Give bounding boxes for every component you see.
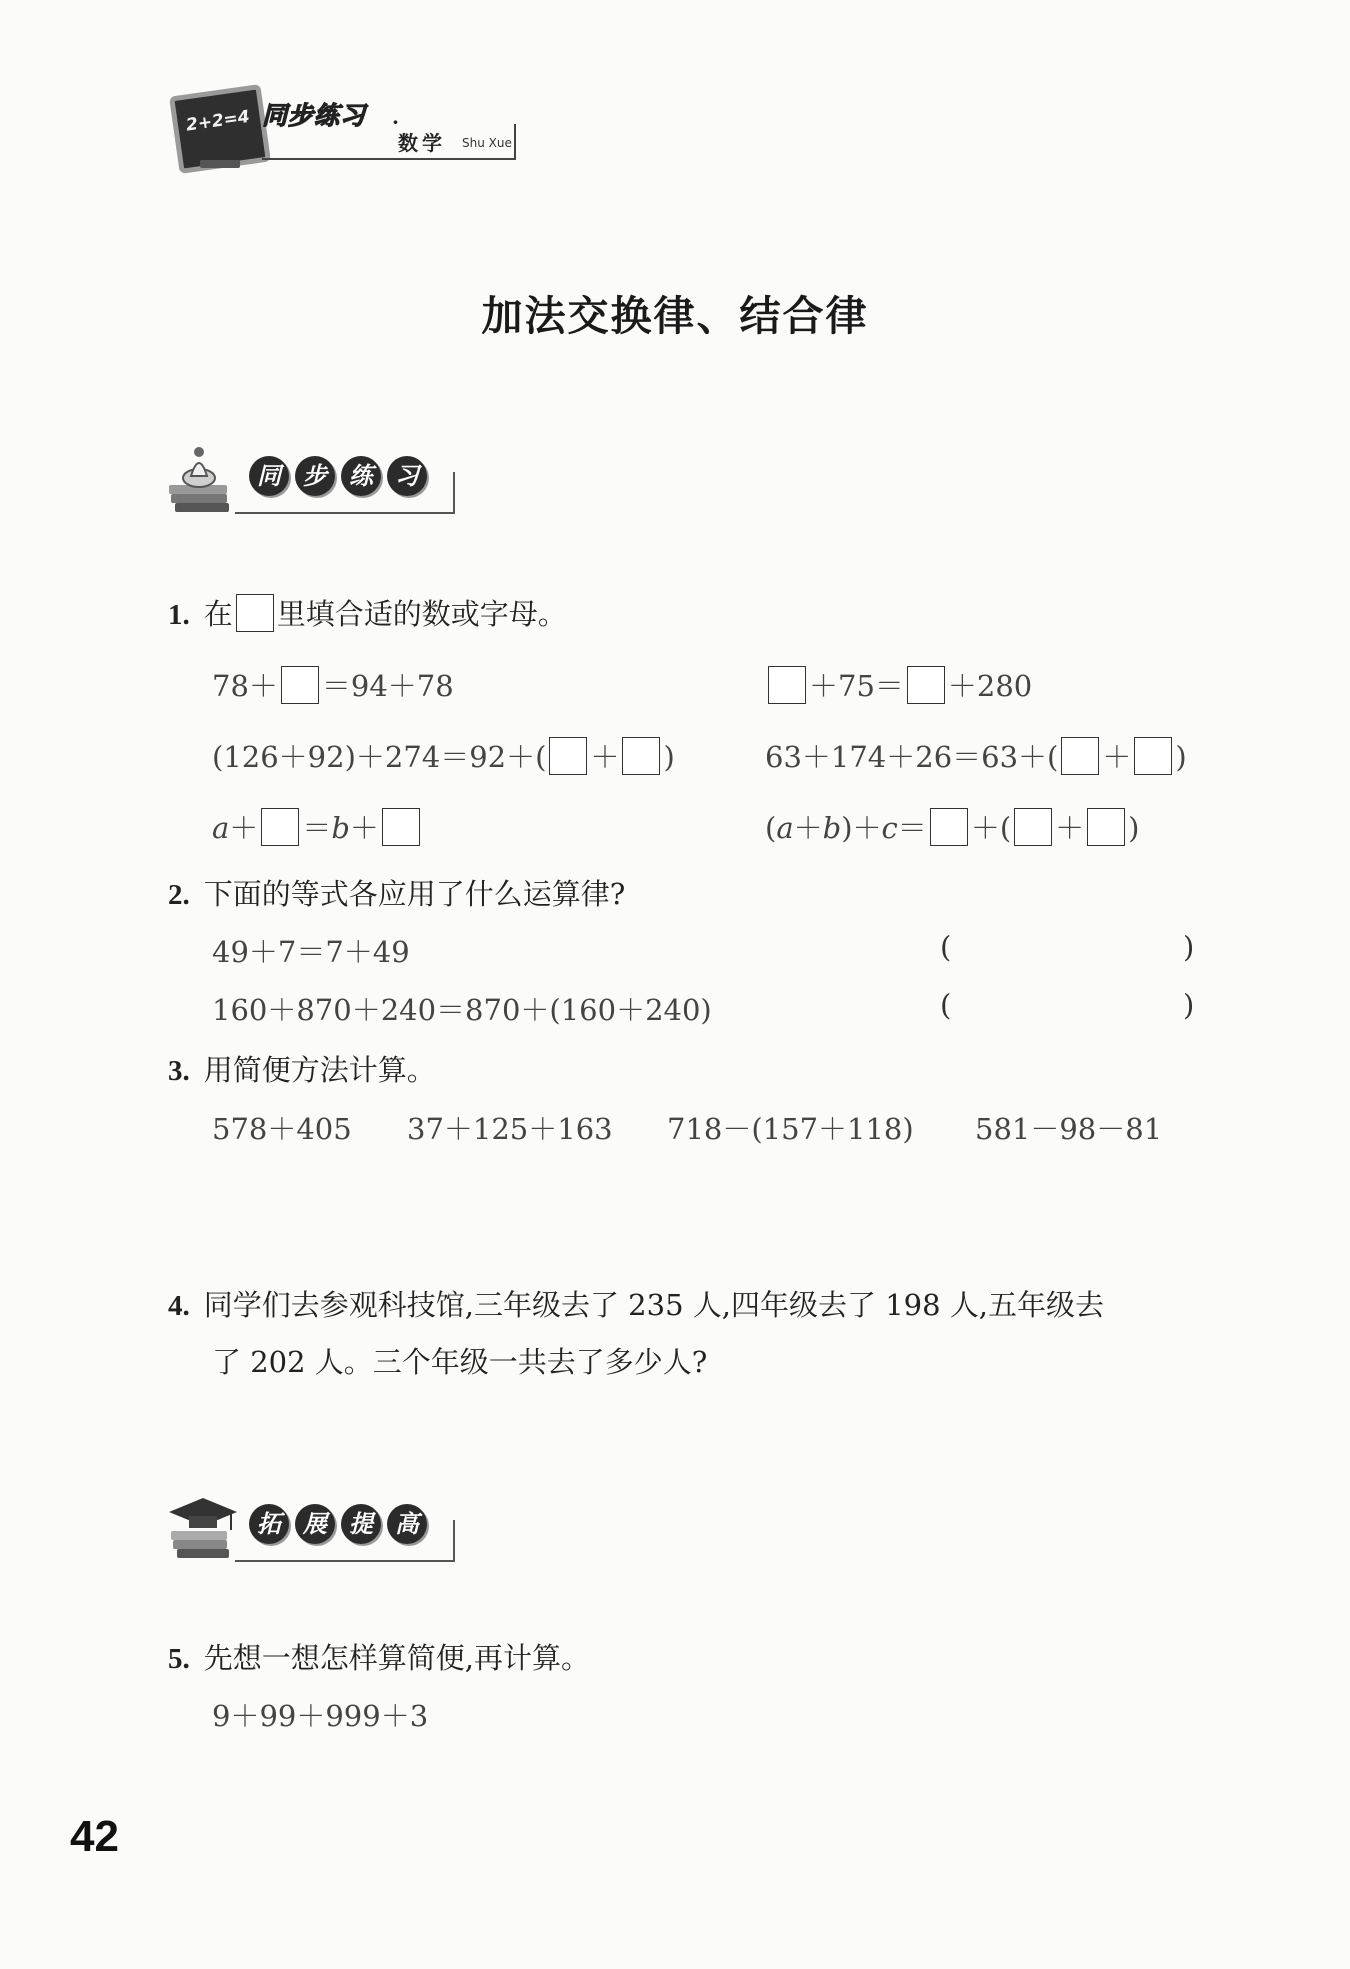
expr-text: ＋ xyxy=(1055,811,1085,845)
q3-item-3: 718－(157＋118) xyxy=(667,1112,914,1146)
expr-text: ＋( xyxy=(970,811,1012,845)
chalkboard-stand xyxy=(200,160,240,168)
blank-box[interactable] xyxy=(768,666,806,704)
blank-box[interactable] xyxy=(261,808,299,846)
expr-text: ＋ xyxy=(590,740,620,774)
expr-text: ＋ xyxy=(349,811,379,845)
section-label-char: 同 xyxy=(249,456,289,496)
q2-equation-1: 49＋7＝7＋49 xyxy=(212,935,410,969)
expr-variable: a xyxy=(776,811,794,845)
blank-box[interactable] xyxy=(622,737,660,775)
expr-text: ＝ xyxy=(897,811,927,845)
q5-expression: 9＋99＋999＋3 xyxy=(212,1699,429,1733)
prompt-text: 同学们去参观科技馆,三年级去了 235 人,四年级去了 198 人,五年级去 xyxy=(203,1288,1104,1322)
prompt-text: 用简便方法计算。 xyxy=(203,1053,436,1087)
question-2-prompt xyxy=(168,872,625,913)
section-label-char: 练 xyxy=(341,456,381,496)
expr-variable: b xyxy=(331,811,350,845)
question-4-line-1 xyxy=(168,1283,1104,1324)
q1-row1-left xyxy=(212,664,454,707)
blank-box[interactable] xyxy=(930,808,968,846)
blank-box[interactable] xyxy=(1061,737,1099,775)
expr-text: (126＋92)＋274＝92＋( xyxy=(212,740,547,774)
answer-paren-close: ) xyxy=(1183,930,1195,964)
badge-dot: · xyxy=(392,110,399,134)
header-badge xyxy=(170,82,530,172)
expr-text: ) xyxy=(663,740,675,774)
question-number: 2. xyxy=(168,879,190,911)
blank-box[interactable] xyxy=(281,666,319,704)
question-number: 1. xyxy=(168,599,190,631)
expr-text: ＋75＝ xyxy=(809,669,904,703)
blank-box xyxy=(236,594,274,632)
expr-text: ＋ xyxy=(1102,740,1132,774)
question-5-prompt xyxy=(168,1636,590,1677)
lamp-books-icon xyxy=(165,442,237,520)
badge-pinyin: Shu Xue xyxy=(462,136,512,150)
question-4-line-2: 了 202 人。三个年级一共去了多少人? xyxy=(212,1345,708,1379)
question-1-prompt xyxy=(168,592,567,635)
expr-text: ＝ xyxy=(302,811,332,845)
section-label-char: 提 xyxy=(341,1504,381,1544)
expr-text: ＋280 xyxy=(947,669,1033,703)
blank-box[interactable] xyxy=(1134,737,1172,775)
blank-box[interactable] xyxy=(549,737,587,775)
expr-text: )＋ xyxy=(841,811,882,845)
expr-text: 63＋174＋26＝63＋( xyxy=(765,740,1059,774)
section-label-char: 高 xyxy=(387,1504,427,1544)
q2-equation-2: 160＋870＋240＝870＋(160＋240) xyxy=(212,993,712,1027)
expr-variable: c xyxy=(881,811,898,845)
question-number: 4. xyxy=(168,1290,190,1322)
badge-subject: 数学 xyxy=(398,131,446,155)
answer-paren-open: ( xyxy=(940,988,952,1022)
question-number: 3. xyxy=(168,1055,190,1087)
q1-row3-right xyxy=(765,806,1139,849)
question-3-prompt xyxy=(168,1048,436,1089)
expr-text: 78＋ xyxy=(212,669,278,703)
blank-box[interactable] xyxy=(1087,808,1125,846)
q3-item-1: 578＋405 xyxy=(212,1112,352,1146)
answer-paren-close: ) xyxy=(1183,988,1195,1022)
section-label-char: 习 xyxy=(387,456,427,496)
question-number: 5. xyxy=(168,1643,190,1675)
expr-variable: b xyxy=(822,811,842,845)
section-label-char: 拓 xyxy=(249,1504,289,1544)
answer-paren-open: ( xyxy=(940,930,952,964)
badge-title: 同步练习 xyxy=(262,101,367,130)
section-header-extension xyxy=(165,1490,455,1570)
expr-text: ) xyxy=(1128,811,1140,845)
page-number: 42 xyxy=(70,1812,119,1861)
q3-item-2: 37＋125＋163 xyxy=(407,1112,613,1146)
prompt-text: 下面的等式各应用了什么运算律? xyxy=(203,877,626,911)
expr-text: ( xyxy=(765,811,777,845)
expr-text: ＋ xyxy=(229,811,259,845)
section-header-sync-practice xyxy=(165,442,455,522)
expr-text: ) xyxy=(1175,740,1187,774)
q3-item-4: 581－98－81 xyxy=(975,1112,1163,1146)
expr-variable: a xyxy=(212,811,230,845)
blank-box[interactable] xyxy=(1014,808,1052,846)
prompt-text: 里填合适的数或字母。 xyxy=(276,597,567,631)
graduation-cap-books-icon xyxy=(165,1490,237,1568)
q1-row2-right xyxy=(765,735,1187,778)
page-title: 加法交换律、结合律 xyxy=(481,292,869,340)
blank-box[interactable] xyxy=(382,808,420,846)
q1-row2-left xyxy=(212,735,675,778)
chalkboard-text: 2+2=4 xyxy=(184,106,251,136)
q1-row3-left xyxy=(212,806,423,849)
prompt-text: 先想一想怎样算简便,再计算。 xyxy=(203,1641,590,1675)
blank-box[interactable] xyxy=(907,666,945,704)
expr-text: ＋ xyxy=(793,811,823,845)
prompt-text: 在 xyxy=(203,597,233,631)
q1-row1-right xyxy=(765,664,1032,707)
expr-text: ＝94＋78 xyxy=(321,669,454,703)
section-label-char: 步 xyxy=(295,456,335,496)
section-label-char: 展 xyxy=(295,1504,335,1544)
